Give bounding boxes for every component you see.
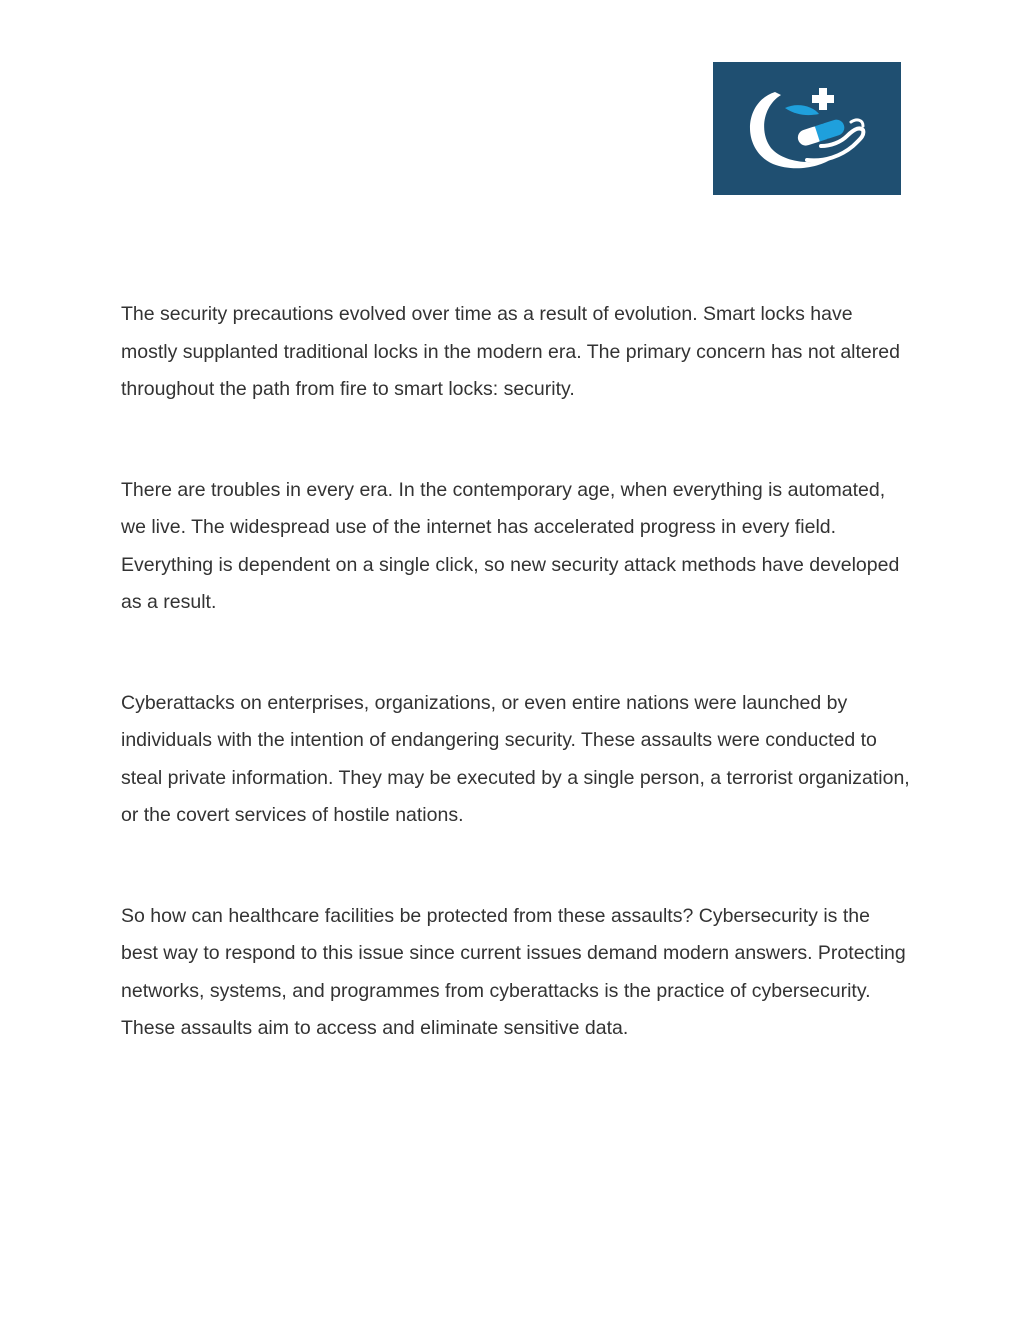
- hand-pill-cross-icon: [713, 62, 901, 195]
- paragraph: So how can healthcare facilities be protected from these assaults? Cybersecurity is the best way to respond to this issue since current issues demand modern answers. Protecting networks, systems, and programmes from cyberattacks is the practice of cybersecurity. These assaults aim to access and eliminate sensitive data.: [121, 904, 906, 1039]
- healthcare-logo: [713, 62, 901, 195]
- paragraph: There are troubles in every era. In the contemporary age, when everything is automated, we live. The widespread use of the internet has accelerated progress in every field. Everything is dependent on a single click, so new security attack methods have developed as a result.: [121, 478, 900, 613]
- paragraph: The security precautions evolved over time as a result of evolution. Smart locks have mostly supplanted traditional locks in the modern era. The primary concern has not altered throughout the path from fire to smart locks: security.: [121, 303, 900, 400]
- paragraph: Cyberattacks on enterprises, organizations, or even entire nations were launched by individuals with the intention of endangering security. These assaults were conducted to steal private information. They may be executed by a single person, a terrorist organization, or the covert services of hostile nations.: [121, 691, 910, 826]
- article-body: [121, 296, 911, 1111]
